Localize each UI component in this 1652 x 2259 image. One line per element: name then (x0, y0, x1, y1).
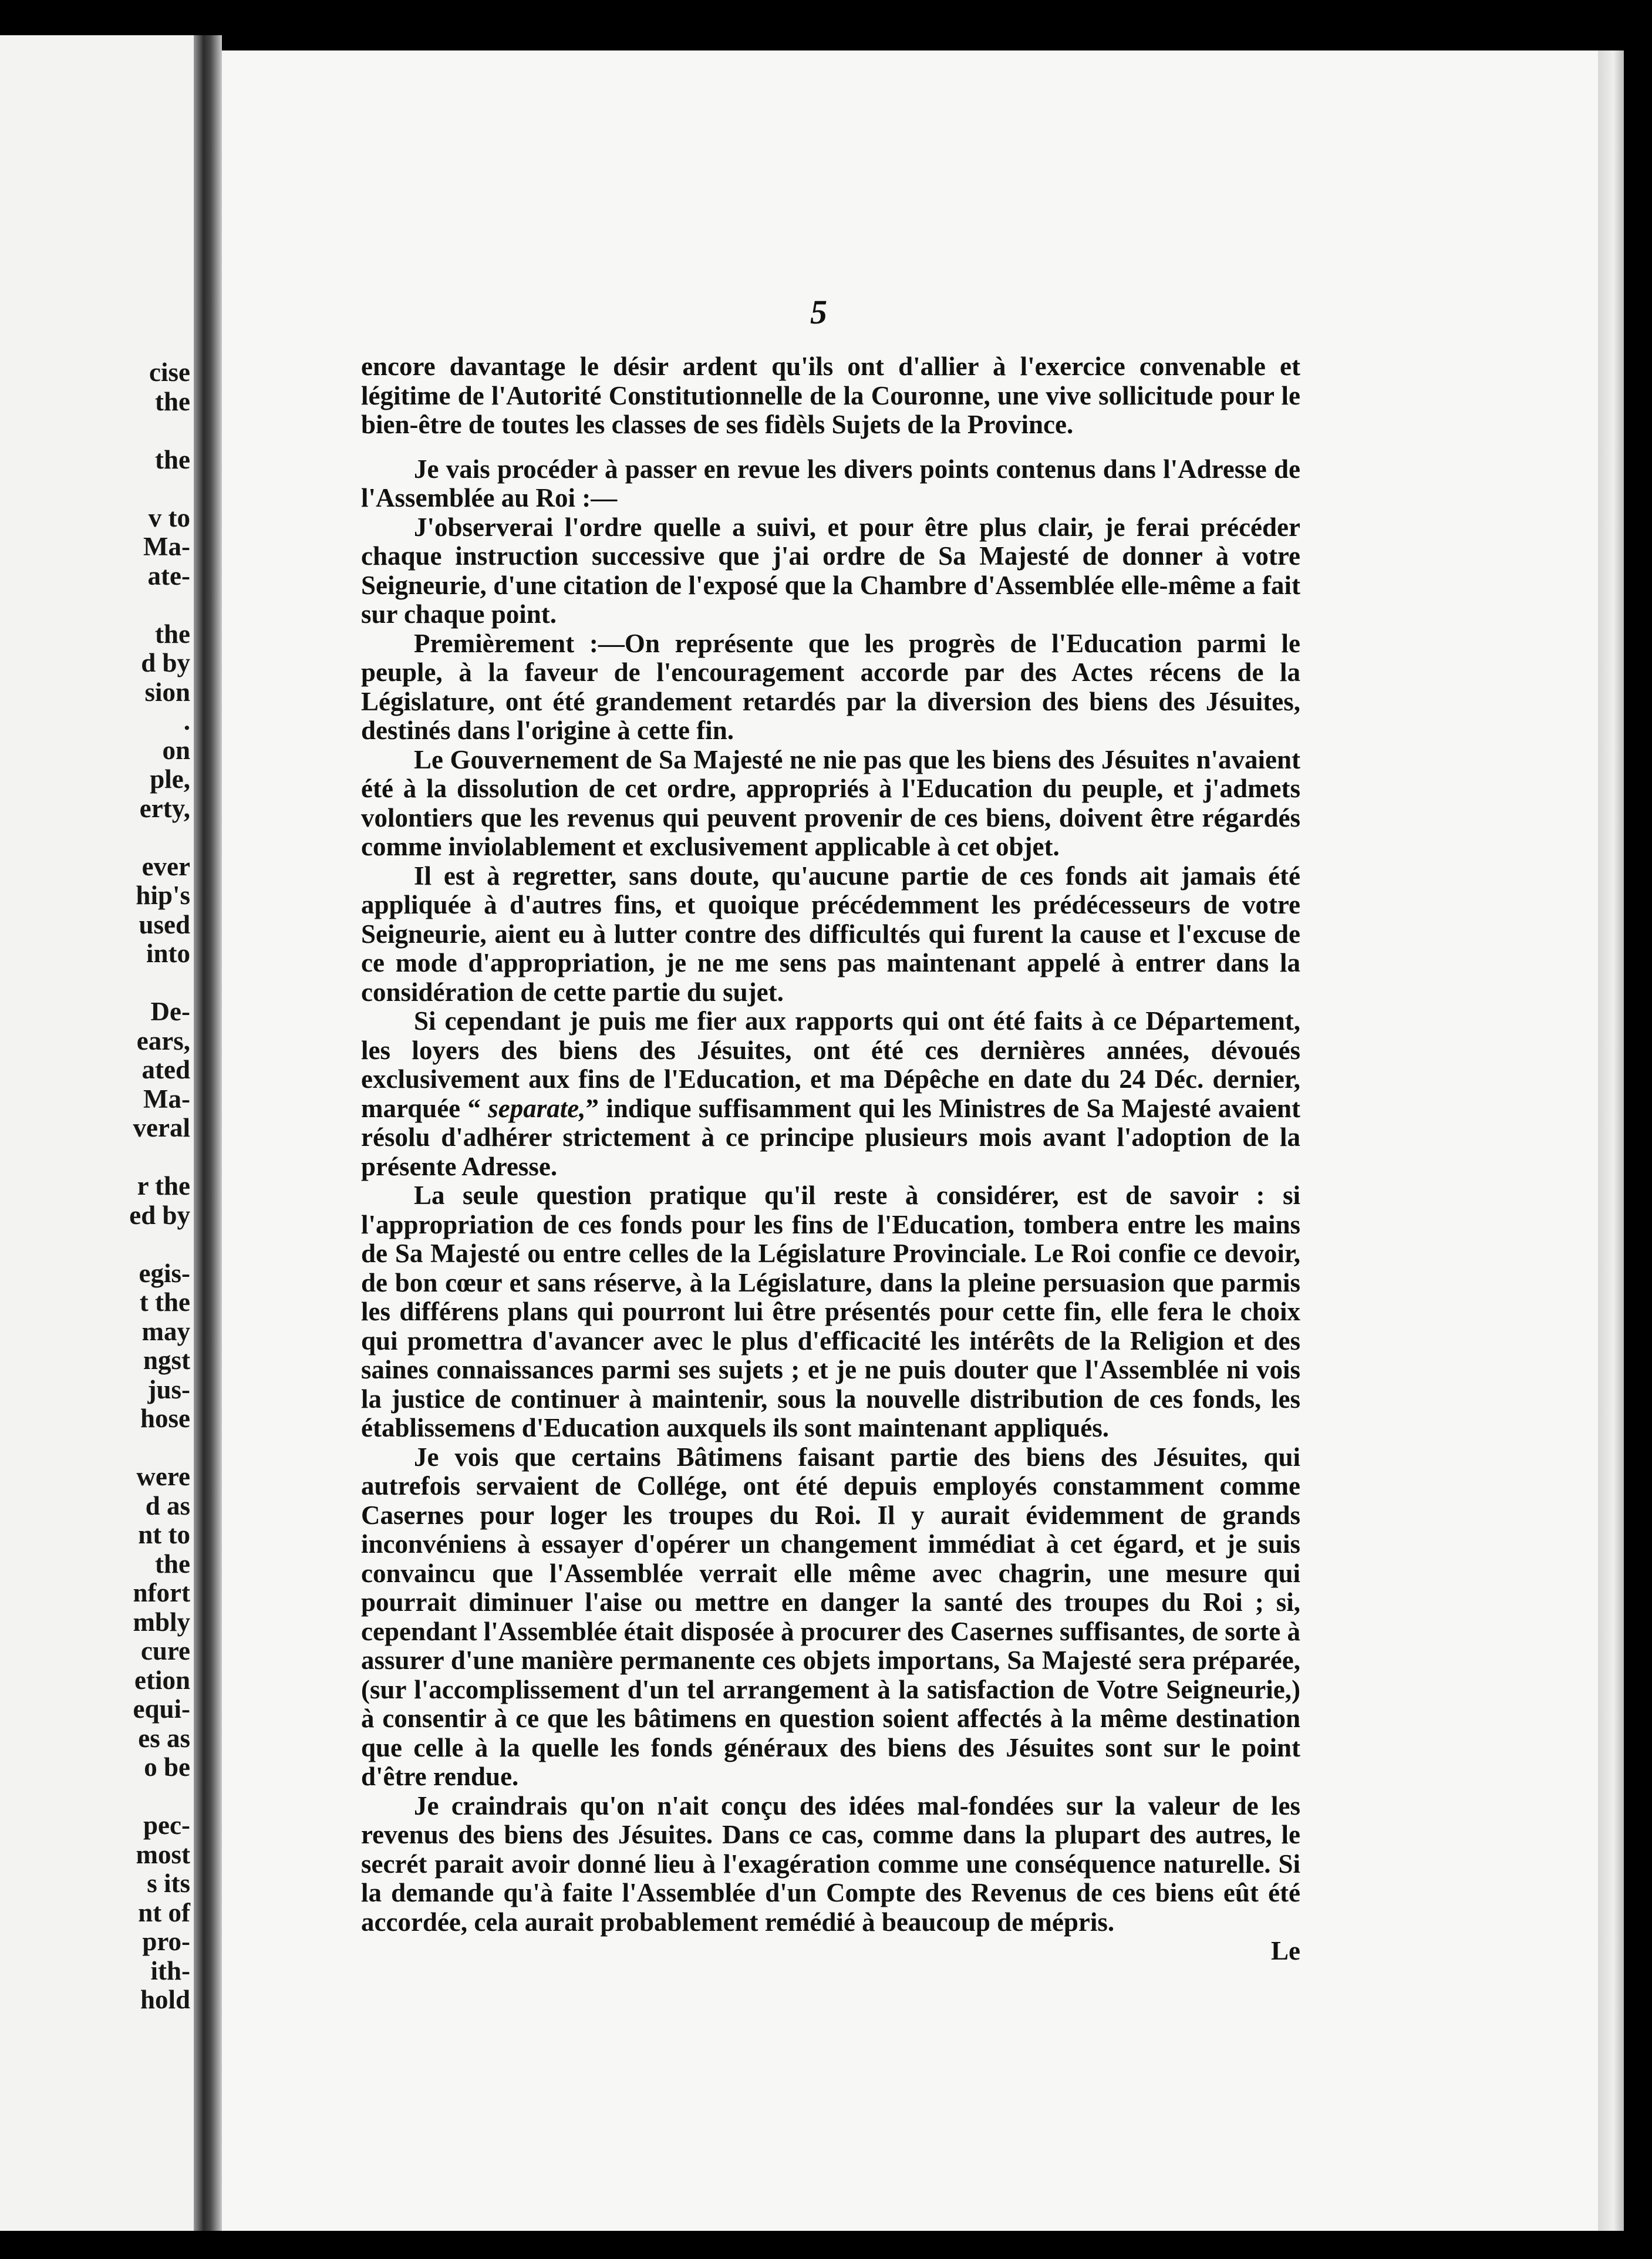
fragment-line (2, 823, 190, 852)
fragment-line (2, 1143, 190, 1172)
previous-page (0, 35, 194, 2231)
fragment-line: jus- (147, 1374, 190, 1404)
fragment-line: most (136, 1839, 190, 1869)
fragment-line: es as (138, 1723, 190, 1753)
fragment-line: nt to (138, 1520, 190, 1549)
paragraph-text: ” indique suffisamment qui les Ministres de Sa Majesté avaient résolu d'adhérer strictement à ce principe plusieurs mois avant l'adoption de la présente Adresse. (361, 1093, 1300, 1181)
fragment-line: De- (150, 997, 190, 1026)
paragraph: La seule question pratique qu'il reste à considérer, est de savoir : si l'appropriation de ces fonds pour les fins de l'Education, tombera entre les mains de Sa Majesté ou entre celles de la Législature Provinciale. Le Roi confie ce devoir, de bon cœur et sans réserve, à la Législature, dans la pleine persuasion que parmis les différens plans qui pourront lui être présentés pour cette fin, elle fera le choix qui promettra d'avancer avec le plus d'efficacité les intérêts de la Religion et des saines connaissances parmi ses sujets ; et je ne puis douter que l'Assemblée ni vois la justice de continuer à maintenir, sous la nouvelle distribution de ces fonds, les établissemens d'Education auxquels ils sont maintenant appliqués. (361, 1181, 1300, 1442)
fragment-line: v to (148, 503, 190, 532)
fragment-line: ate- (147, 561, 190, 591)
paragraph: encore davantage le désir ardent qu'ils ont d'allier à l'exercice convenable et légitime de l'Autorité Constitutionnelle de la Couronne, une vive sollicitude pour le bien-être de toutes les classes de ses fidèls Sujets de la Province. (361, 352, 1300, 439)
fragment-line: cure (140, 1636, 190, 1665)
paragraph: Je craindrais qu'on n'ait conçu des idées mal-fondées sur la valeur de les revenus des biens des Jésuites. Dans ce cas, comme dans la plupart des autres, le secrét parait avoir donné lieu à l'exagération comme une conséquence naturelle. Si la demande qu'à faite l'Assemblée d'un Compte des Revenus de ces biens eût été accordée, cela aurait probablement remédié à beaucoup de mépris. (361, 1791, 1300, 1937)
catchword: Le (1271, 1936, 1300, 1965)
fragment-line (2, 474, 190, 504)
fragment-line: ith- (150, 1955, 190, 1985)
fragment-line: ngst (143, 1346, 190, 1375)
fragment-line: Ma- (143, 1084, 190, 1114)
fragment-line: may (141, 1316, 190, 1346)
fragment-line: o be (144, 1752, 190, 1782)
paragraph-text: Si cependant je puis me fier aux rapports qui ont été faits à ce Département, les loyers des biens des Jésuites, ont été ces dernières années, dévoués exclusivement aux fins de l'Education, et ma Dépêche en date du 24 Déc. dernier, marquée “ (361, 1006, 1300, 1123)
fragment-line: veral (133, 1113, 190, 1142)
fragment-line: d as (145, 1491, 190, 1520)
fragment-line: ever (141, 851, 190, 881)
page-body (361, 352, 1300, 1966)
fragment-line (2, 1434, 190, 1463)
fragment-line (2, 416, 190, 446)
fragment-line: d by (141, 648, 190, 677)
fragment-line: hold (140, 1985, 190, 2014)
fragment-line: the (155, 1549, 190, 1579)
paragraph: Je vais procéder à passer en revue les divers points contenus dans l'Adresse de l'Assemblée au Roi :— (361, 454, 1300, 513)
fragment-line: s its (147, 1869, 190, 1898)
fragment-line: . (183, 706, 190, 736)
fragment-line: the (155, 444, 190, 474)
fragment-line: equi- (133, 1694, 190, 1724)
fragment-line: used (139, 909, 190, 939)
fragment-line (2, 1230, 190, 1259)
previous-page-text-fragments (2, 358, 190, 2015)
fragment-line: Ma- (143, 532, 190, 561)
paragraph: Il est à regretter, sans doute, qu'aucune partie de ces fonds ait jamais été appliquée à d'autres fins, et quoique précédemment les prédécesseurs de votre Seigneurie, aient eu à lutter contre des difficultés qui furent la cause et l'excuse de ce mode d'appropriation, je ne me sens pas maintenant appelé à entrer dans la considération de cette partie du sujet. (361, 861, 1300, 1007)
page-edge (1598, 50, 1624, 2231)
fragment-line: r the (137, 1171, 190, 1201)
fragment-line: into (146, 939, 190, 968)
fragment-line: the (155, 386, 190, 416)
fragment-line: pec- (143, 1810, 190, 1840)
fragment-line: erty, (139, 793, 190, 823)
fragment-line: hose (140, 1404, 190, 1433)
paragraph: J'observerai l'ordre quelle a suivi, et pour être plus clair, je ferai précéder chaque instruction successive que j'ai ordre de Sa Majesté de donner à votre Seigneurie, d'une citation de l'exposé que la Chambre d'Assemblée elle-même a fait sur chaque point. (361, 512, 1300, 629)
fragment-line: mbly (133, 1607, 190, 1637)
fragment-line: ated (141, 1055, 190, 1084)
fragment-line: hip's (136, 881, 190, 910)
fragment-line (2, 591, 190, 620)
fragment-line: etion (134, 1665, 190, 1695)
paragraph: Le Gouvernement de Sa Majesté ne nie pas que les biens des Jésuites n'avaient été à la dissolution de cet ordre, appropriés à l'Education du peuple, et j'admets volontiers que les revenus qui peuvent provenir de ces biens, doivent être régardés comme inviolablement et exclusivement applicable à cet objet. (361, 744, 1300, 861)
fragment-line: were (136, 1462, 190, 1491)
italic-word: separate, (488, 1093, 586, 1123)
book-gutter (194, 35, 222, 2231)
fragment-line: the (155, 619, 190, 649)
fragment-line: nfort (133, 1578, 190, 1607)
fragment-line: t the (139, 1287, 190, 1317)
fragment-line: sion (144, 677, 190, 707)
fragment-line: ed by (129, 1200, 190, 1230)
fragment-line: ple, (150, 764, 190, 794)
fragment-line: on (162, 735, 190, 765)
page-number: 5 (810, 293, 827, 331)
fragment-line (2, 1782, 190, 1812)
fragment-line (2, 969, 190, 998)
fragment-line: cise (149, 358, 190, 387)
fragment-line: ears, (136, 1026, 190, 1056)
paragraph: Je vois que certains Bâtimens faisant partie des biens des Jésuites, qui autrefois servaient de Collége, ont été depuis employés constamment comme Casernes pour loger les troupes du Roi. Il y aurait évidemment de grands inconvéniens à essayer d'opérer un changement immédiat à cet égard, et je suis convaincu que l'Assemblée verrait elle même avec chagrin, une mesure qui pourrait diminuer l'aise ou mettre en danger la santé des troupes du Roi ; si, cependant l'Assemblée était disposée à procurer des Casernes suffisantes, de sorte à assurer d'une manière permanente ces objets importans, Sa Majesté sera préparée, (sur l'accomplissement d'un tel arrangement à la satisfaction de Votre Seigneurie,) à consentir à ce que les bâtimens en question soient affectés à la même destination que celle à la quelle les fonds généraux des biens des Jésuites sont sur le point d'être rendue. (361, 1442, 1300, 1791)
fragment-line: nt of (138, 1897, 190, 1927)
paragraph (361, 1007, 1300, 1181)
fragment-line: pro- (142, 1927, 190, 1956)
paragraph: Premièrement :—On représente que les progrès de l'Education parmi le peuple, à la faveur de l'encouragement accorde par des Actes récens de la Législature, ont été grandement retardés par la diversion des biens des Jésuites, destinés dans l'origine à cette fin. (361, 628, 1300, 745)
fragment-line: egis- (139, 1258, 190, 1288)
